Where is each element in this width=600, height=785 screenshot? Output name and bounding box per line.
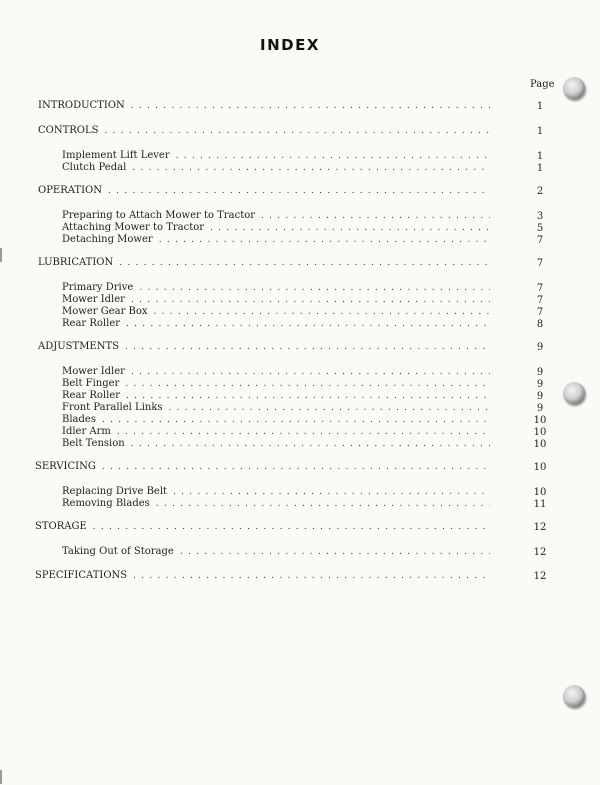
toc-entry-storage: [35, 521, 490, 535]
toc-entry-label: Belt Tension: [62, 438, 125, 449]
leader-dots: [125, 379, 490, 389]
page-title: INDEX: [260, 36, 320, 54]
toc-entry-label: INTRODUCTION: [38, 100, 125, 111]
toc-entry-introduction: [38, 100, 490, 114]
leader-dots: [102, 415, 490, 425]
toc-entry-page: 2: [536, 186, 544, 197]
edge-mark: [0, 248, 2, 262]
toc-entry-page: 12: [533, 522, 547, 533]
leader-dots: [261, 211, 490, 221]
toc-entry-belt-tension: [62, 438, 490, 452]
toc-entry-operation: [38, 185, 490, 199]
toc-entry-page: 9: [536, 342, 544, 353]
leader-dots: [108, 186, 490, 196]
toc-entry-label: Idler Arm: [62, 426, 111, 437]
leader-dots: [126, 391, 490, 401]
toc-entry-label: Rear Roller: [62, 318, 121, 329]
toc-entry-label: Implement Lift Lever: [62, 150, 170, 161]
leader-dots: [133, 571, 490, 581]
toc-entry-page: 1: [536, 151, 544, 162]
toc-entry-label: LUBRICATION: [38, 257, 114, 268]
toc-entry-page: 1: [536, 126, 544, 137]
leader-dots: [154, 307, 490, 317]
leader-dots: [131, 101, 490, 111]
toc-entry-label: Rear Roller: [62, 390, 121, 401]
toc-entry-label: Front Parallel Links: [62, 402, 163, 413]
toc-entry-label: STORAGE: [35, 521, 87, 532]
leader-dots: [139, 283, 490, 293]
leader-dots: [169, 403, 490, 413]
toc-entry-page: 1: [536, 163, 544, 174]
toc-entry-label: Belt Finger: [62, 378, 120, 389]
toc-entry-label: Mower Gear Box: [62, 306, 148, 317]
toc-entry-servicing: [35, 461, 490, 475]
toc-entry-detaching-mower: [62, 234, 490, 248]
toc-entry-rear-roller: [62, 318, 490, 332]
toc-entry-page: 12: [533, 547, 547, 558]
leader-dots: [132, 163, 490, 173]
binder-hole-icon: [563, 685, 585, 707]
leader-dots: [126, 319, 490, 329]
toc-entry-page: 3: [536, 211, 544, 222]
leader-dots: [210, 223, 490, 233]
toc-entry-label: Mower Idler: [62, 366, 125, 377]
leader-dots: [105, 126, 491, 136]
leader-dots: [131, 439, 490, 449]
toc-entry-page: 11: [533, 499, 547, 510]
leader-dots: [173, 487, 490, 497]
leader-dots: [93, 522, 490, 532]
toc-entry-label: ADJUSTMENTS: [38, 341, 120, 352]
leader-dots: [176, 151, 490, 161]
binder-hole-icon: [563, 382, 585, 404]
toc-entry-page: 7: [536, 258, 544, 269]
toc-entry-taking-out-of-storage: [62, 546, 490, 560]
leader-dots: [159, 235, 490, 245]
leader-dots: [131, 295, 490, 305]
toc-entry-label: Attaching Mower to Tractor: [62, 222, 205, 233]
toc-entry-page: 7: [536, 283, 544, 294]
toc-entry-page: 7: [536, 307, 544, 318]
toc-entry-page: 8: [536, 319, 544, 330]
toc-entry-page: 10: [533, 427, 547, 438]
edge-mark: [0, 770, 2, 784]
toc-entry-page: 7: [536, 235, 544, 246]
toc-entry-controls: [38, 125, 490, 139]
toc-entry-specifications: [35, 570, 490, 584]
toc-entry-page: 10: [533, 487, 547, 498]
toc-entry-page: 12: [533, 571, 547, 582]
leader-dots: [131, 367, 490, 377]
toc-entry-label: SERVICING: [35, 461, 96, 472]
toc-entry-label: Clutch Pedal: [62, 162, 127, 173]
toc-entry-page: 9: [536, 379, 544, 390]
toc-entry-adjustments: [38, 341, 490, 355]
toc-entry-label: Mower Idler: [62, 294, 125, 305]
leader-dots: [117, 427, 490, 437]
toc-entry-page: 9: [536, 391, 544, 402]
toc-entry-page: 10: [533, 415, 547, 426]
toc-entry-label: Blades: [62, 414, 96, 425]
leader-dots: [156, 499, 490, 509]
toc-entry-page: 9: [536, 367, 544, 378]
toc-entry-page: 10: [533, 439, 547, 450]
page-column-header: Page: [530, 79, 555, 90]
toc-entry-clutch-pedal: [62, 162, 490, 176]
toc-entry-label: Replacing Drive Belt: [62, 486, 168, 497]
toc-entry-lubrication: [38, 257, 490, 271]
leader-dots: [102, 462, 490, 472]
toc-entry-removing-blades: [62, 498, 490, 512]
toc-entry-label: Primary Drive: [62, 282, 134, 293]
toc-entry-label: OPERATION: [38, 185, 102, 196]
toc-entry-page: 7: [536, 295, 544, 306]
toc-entry-page: 10: [533, 462, 547, 473]
toc-entry-label: SPECIFICATIONS: [35, 570, 128, 581]
toc-entry-page: 1: [536, 101, 544, 112]
leader-dots: [119, 258, 490, 268]
toc-entry-page: 5: [536, 223, 544, 234]
leader-dots: [125, 342, 490, 352]
toc-entry-label: CONTROLS: [38, 125, 99, 136]
toc-entry-label: Preparing to Attach Mower to Tractor: [62, 210, 256, 221]
toc-entry-label: Removing Blades: [62, 498, 150, 509]
toc-entry-label: Taking Out of Storage: [62, 546, 174, 557]
toc-entry-label: Detaching Mower: [62, 234, 153, 245]
leader-dots: [180, 547, 490, 557]
toc-entry-page: 9: [536, 403, 544, 414]
binder-hole-icon: [563, 77, 585, 99]
